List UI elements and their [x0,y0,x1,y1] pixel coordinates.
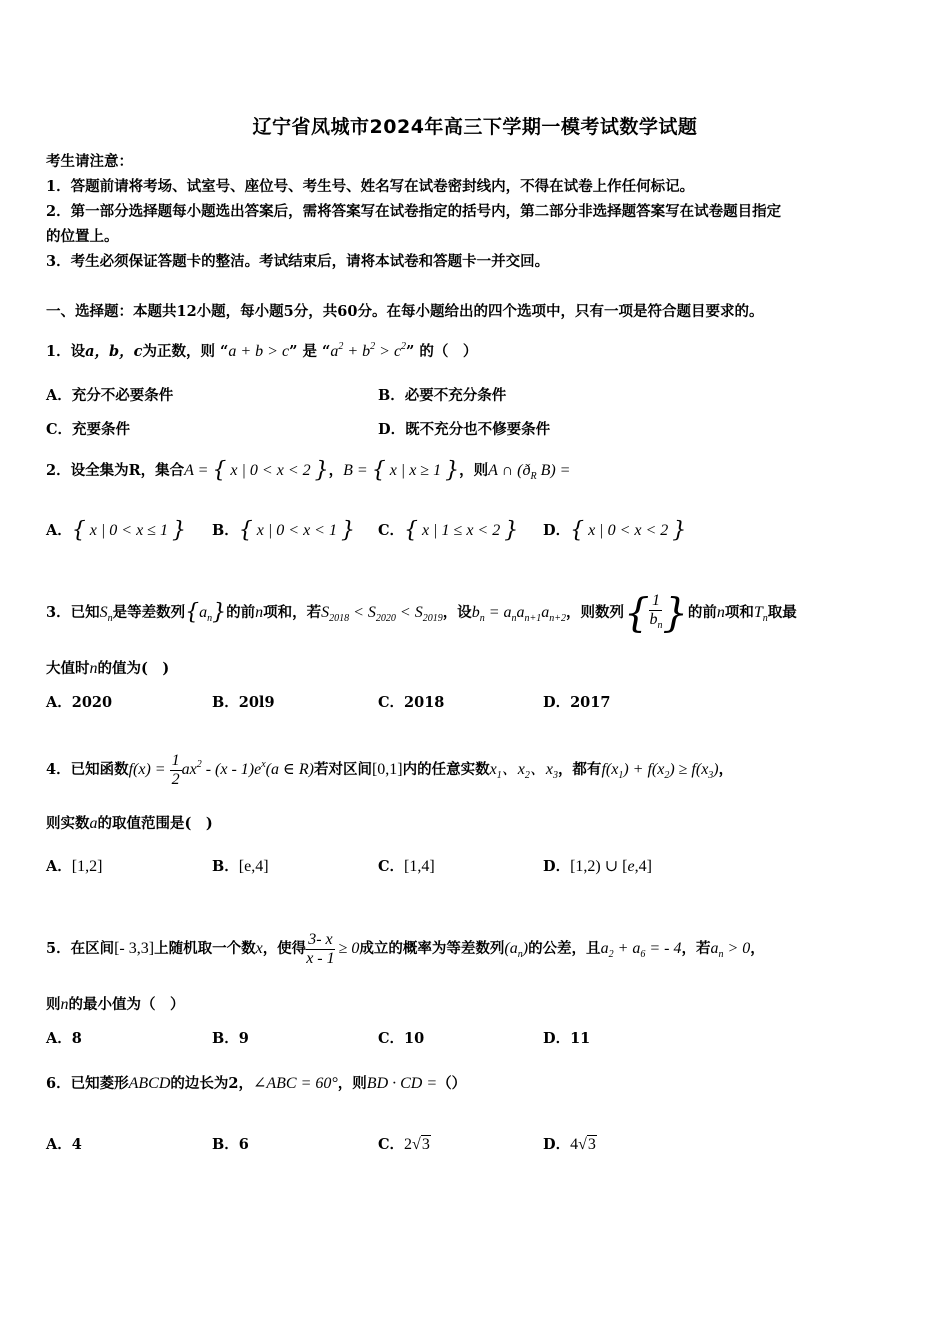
q3-n-3: n [89,660,98,677]
q4-option-b-math: [e,4] [238,858,269,875]
q4-function: f(x) = $\frac{1}{2}$ $ax^2 - (x - 1)e^x(a$ ∈ R) [128,752,314,788]
q5-cond: $a_2 + a_6$ = - 4 [600,940,682,961]
q3-text-3: 的前 [226,604,256,622]
q4-vars: $x_1$、$x_2$、$x_3$ [489,761,558,782]
q3-text-2: 是等差数列 [112,604,186,622]
q2-option-c-math: { x | 1 ≤ x < 2 } [404,518,519,543]
q3-n: n [255,604,264,622]
q6-abcd: ABCD [128,1075,171,1092]
q5-option-d[interactable]: D．11 [543,1030,591,1047]
q6-option-c-math: 2√3 [404,1136,430,1153]
q3-option-c[interactable]: C．2018 [378,694,445,711]
q4-option-b-label: B． [212,858,239,875]
q6-option-c[interactable] [378,1136,431,1154]
q5-n: n [60,996,69,1013]
q3-text-5: ，设 [442,604,472,622]
q5-text-3: ，使得 [262,940,307,958]
q4-option-d-math: [1,2) ∪ [e,4] [570,858,652,875]
q2-comma: ， [328,462,344,479]
q4-interval: [0,1] [371,761,403,779]
q5-x: x [255,940,263,958]
q2-prefix: 2．设全集为R，集合 [46,462,185,479]
q1-option-d[interactable]: D．既不充分也不修要条件 [378,421,551,438]
question-6 [46,1075,466,1093]
section-1-heading: 一、选择题：本题共12小题，每小题5分，共60分。在每小题给出的四个选项中，只有一项是符合题目要求的。 [46,303,764,320]
q4-text-7: 的取值范围是( ) [97,815,213,832]
q5-text-8: 则 [46,996,61,1013]
q1-suffix: ” 的（ ） [406,343,478,360]
q4-ineq: $f(x_1) + f(x_2) \ge f(x_3)$ [601,761,719,782]
q2-option-a-label: A． [46,522,72,539]
question-4-cont [46,815,213,833]
q6-option-a[interactable]: A．4 [46,1136,82,1153]
q4-text-2: 若对区间 [313,761,372,779]
notice-heading: 考生请注意： [46,153,133,170]
q3-text-8: 项和 [724,604,754,622]
q6-option-b[interactable]: B．6 [212,1136,249,1153]
q2-set-a: A = { x | 0 < x < 2 } [184,458,329,483]
q5-option-a[interactable]: A．8 [46,1030,82,1047]
q3-text-1: 3．已知 [46,604,100,622]
q1-cond-2: $a^2 + b^2 > c^2$ [330,341,407,360]
q5-text-7: ， [750,940,765,958]
question-3-cont [46,660,169,678]
q4-option-c-math: [1,4] [404,858,435,875]
q1-mid1: 为正数，则 “ [142,343,229,360]
q3-text-10: 大值时 [46,660,90,677]
q6-text-4: （） [437,1075,467,1092]
q3-text-9: 取最 [767,604,797,622]
q2-option-b-math: { x | 0 < x < 1 } [238,518,355,543]
q5-text-1: 5．在区间 [46,940,115,958]
q4-option-b[interactable] [212,858,269,876]
q4-option-a[interactable] [46,858,102,876]
notice-item-3: 3．考生必须保证答题卡的整洁。考试结束后，请将本试卷和答题卡一并交回。 [46,253,550,270]
q2-option-c-label: C． [378,522,405,539]
q3-n-2: n [716,604,725,622]
q4-option-c-label: C． [378,858,405,875]
q2-then: ，则 [459,462,489,479]
q2-option-a[interactable] [46,518,186,543]
q4-text-5: ， [718,761,734,779]
q5-pos: $a_n > 0$ [710,940,751,961]
q2-option-d-math: { x | 0 < x < 2 } [570,518,687,543]
q3-option-d[interactable]: D．2017 [543,694,611,711]
q6-option-d-label: D． [543,1136,571,1153]
q2-option-c[interactable] [378,518,519,543]
q6-angle: ∠ABC = 60° [252,1075,338,1092]
q5-option-c[interactable]: C．10 [378,1030,425,1047]
q3-option-a[interactable]: A．2020 [46,694,113,711]
q6-option-d[interactable] [543,1136,597,1154]
q3-text-7: 的前 [687,604,717,622]
question-3 [46,592,797,635]
q1-mid2: ” 是 “ [289,343,331,360]
q4-option-a-math: [1,2] [71,858,103,875]
q2-option-d[interactable] [543,518,687,543]
q1-option-b[interactable]: B．必要不充分条件 [378,387,507,404]
q6-text-3: ，则 [337,1075,367,1092]
q3-ineq: $S_{2018} < S_{2020} < S_{2019}$ [321,604,443,625]
q5-text-5: 的公差，且 [528,940,601,958]
question-5-cont [46,996,185,1014]
q3-bn: $b_n = a_na_{n+1}a_{n+2}$ [471,604,566,625]
question-2 [46,458,571,486]
q3-recip: { $\frac{1}{b_n}$ } [623,590,688,637]
q1-vars: a，b，c [85,343,143,360]
q2-option-a-math: { x | 0 < x ≤ 1 } [71,518,186,543]
q5-option-b[interactable]: B．9 [212,1030,249,1047]
q5-text-9: 的最小值为（ ） [68,996,185,1013]
q2-set-b: B = { x | x ≥ 1 } [343,458,460,483]
q3-tn: $T_n$ [753,604,768,625]
q5-interval: [- 3,3] [114,940,155,958]
q4-text-3: 内的任意实数 [402,761,490,779]
q3-sn: $S_n$ [99,604,113,625]
q2-option-b[interactable] [212,518,355,543]
q4-option-d-label: D． [543,858,571,875]
q2-option-d-label: D． [543,522,571,539]
q4-option-d[interactable] [543,858,652,876]
q6-text-2: 的边长为2， [170,1075,253,1092]
q4-text-4: ，都有 [557,761,602,779]
q5-an: $(a_n)$ [504,940,529,961]
question-4 [46,752,733,789]
q5-text-2: 上随机取一个数 [154,940,256,958]
q6-expr: BD · CD = [366,1075,438,1092]
q4-a: a [89,815,98,832]
q3-text-6: ，则数列 [565,604,624,622]
notice-item-2: 2．第一部分选择题每小题选出答案后，需将答案写在试卷指定的括号内，第二部分非选择题答案写在试卷题目指定 [46,203,782,220]
question-1 [46,338,477,361]
q5-text-6: ，若 [681,940,711,958]
q1-option-a[interactable]: A．充分不必要条件 [46,387,174,404]
q4-text-1: 4．已知函数 [46,761,129,779]
q2-option-b-label: B． [212,522,239,539]
q4-option-c[interactable] [378,858,435,876]
q3-option-b[interactable]: B．20l9 [212,694,275,711]
q4-text-6: 则实数 [46,815,90,832]
q1-option-c[interactable]: C．充要条件 [46,421,131,438]
notice-item-1: 1．答题前请将考场、试室号、座位号、考生号、姓名写在试卷密封线内，不得在试卷上作任何标记。 [46,178,695,195]
question-5 [46,931,765,968]
q6-option-c-label: C． [378,1136,405,1153]
q5-ineq: $\frac{3- x}{x - 1}$ ≥ 0 [306,931,360,967]
q4-option-a-label: A． [46,858,72,875]
q3-text-11: 的值为( ) [97,660,170,677]
notice-item-2-cont: 的位置上。 [46,228,119,245]
page-title: 辽宁省凤城市2024年高三下学期一模考试数学试题 [252,116,698,138]
q2-expression: A ∩ ($ð_R$ B) = [488,462,571,482]
q5-text-4: 成立的概率为等差数列 [359,940,505,958]
q6-text-1: 6．已知菱形 [46,1075,129,1092]
q6-option-d-math: 4√3 [570,1136,596,1153]
q1-cond-1: a + b > c [228,343,290,360]
q3-an: $\{a_n\}$ [185,600,227,626]
q3-text-4: 项和，若 [263,604,322,622]
q1-prefix: 1．设 [46,343,86,360]
